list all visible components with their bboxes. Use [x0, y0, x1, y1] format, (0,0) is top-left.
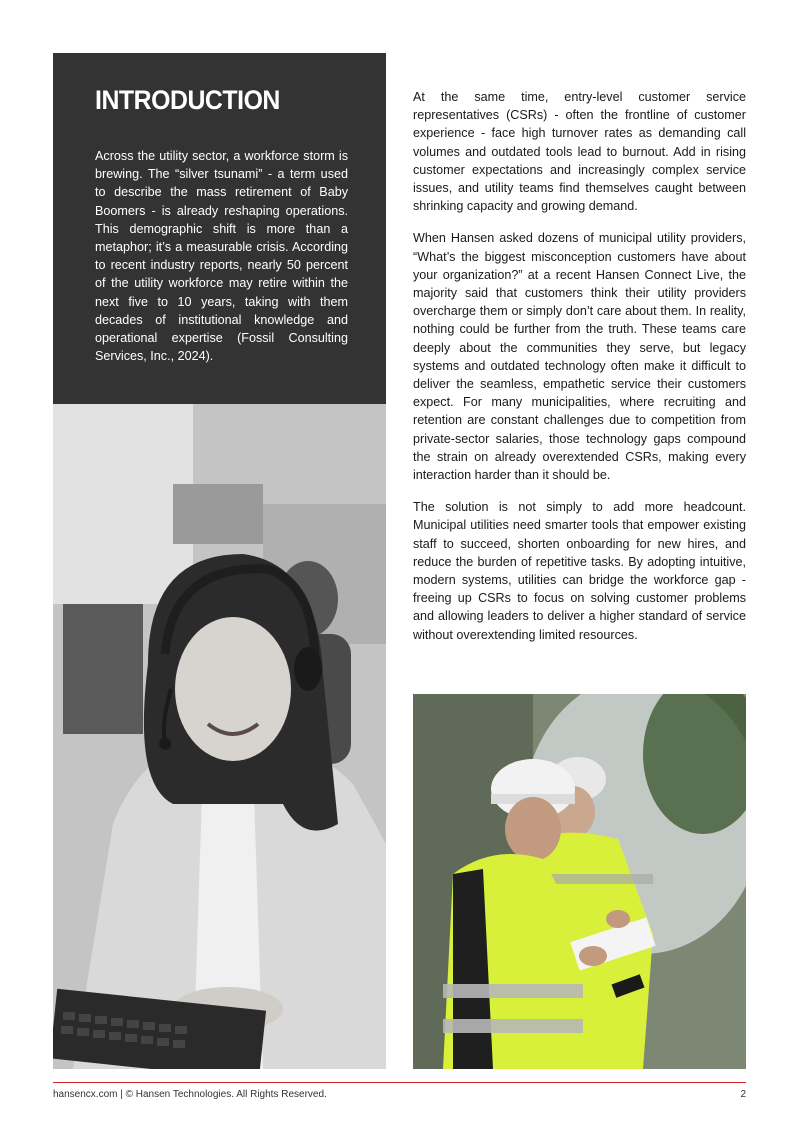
intro-paragraph: Across the utility sector, a workforce storm is brewing. The “silver tsunami” - a term used to describe the mass retirement of Baby Boomers - is already reshaping operations. This demographic shift is more than a metaphor; it’s a measurable crisis. According to recent industry reports, nearly 50 percent of the utility workforce may retire within the next five to 10 years, taking with them decades of institutional knowledge and operational expertise (Fossil Consulting Services, Inc., 2024). [95, 149, 348, 364]
main-column [413, 88, 746, 658]
photo-field-workers [413, 694, 746, 1069]
section-title: INTRODUCTION [95, 85, 280, 115]
body-paragraph: When Hansen asked dozens of municipal utility providers, “What’s the biggest misconception customers have about your organization?” at a recent Hansen Connect Live, the majority said that customers think their utility providers overcharge them or simply don’t care about them. In reality, nothing could be further from the truth. These teams care deeply about the communities they serve, but legacy systems and outdated technology often make it difficult to deliver the seamless, empathetic service their customers expect. For many municipalities, where recruiting and retention are constant challenges due to competition from private-sector salaries, those technology gaps compound the strain on already overextended CSRs, making every interaction harder than it should be. [413, 231, 746, 483]
footer-copyright: hansencx.com | © Hansen Technologies. All Rights Reserved. [53, 1089, 327, 1100]
body-paragraph: The solution is not simply to add more headcount. Municipal utilities need smarter tools that empower existing staff to succeed, shorten onboarding for new hires, and reduce the burden of repetitive tasks. By adopting intuitive, modern systems, utilities can bridge the workforce gap - freeing up CSRs to focus on solving customer problems and allowing leaders to deliver a higher standard of service without overextending limited resources. [413, 500, 746, 642]
footer-divider [53, 1082, 746, 1083]
page-number: 2 [740, 1089, 746, 1100]
intro-panel [53, 53, 386, 404]
body-paragraph: At the same time, entry-level customer service representatives (CSRs) - often the frontline of customer experience - face high turnover rates as demanding call volumes and outdated tools lead to burnout. Add in rising customer expectations and increasingly complex service issues, and utility teams find themselves caught between shrinking capacity and growing demand. [413, 90, 746, 214]
photo-customer-service-agent [53, 404, 386, 1069]
